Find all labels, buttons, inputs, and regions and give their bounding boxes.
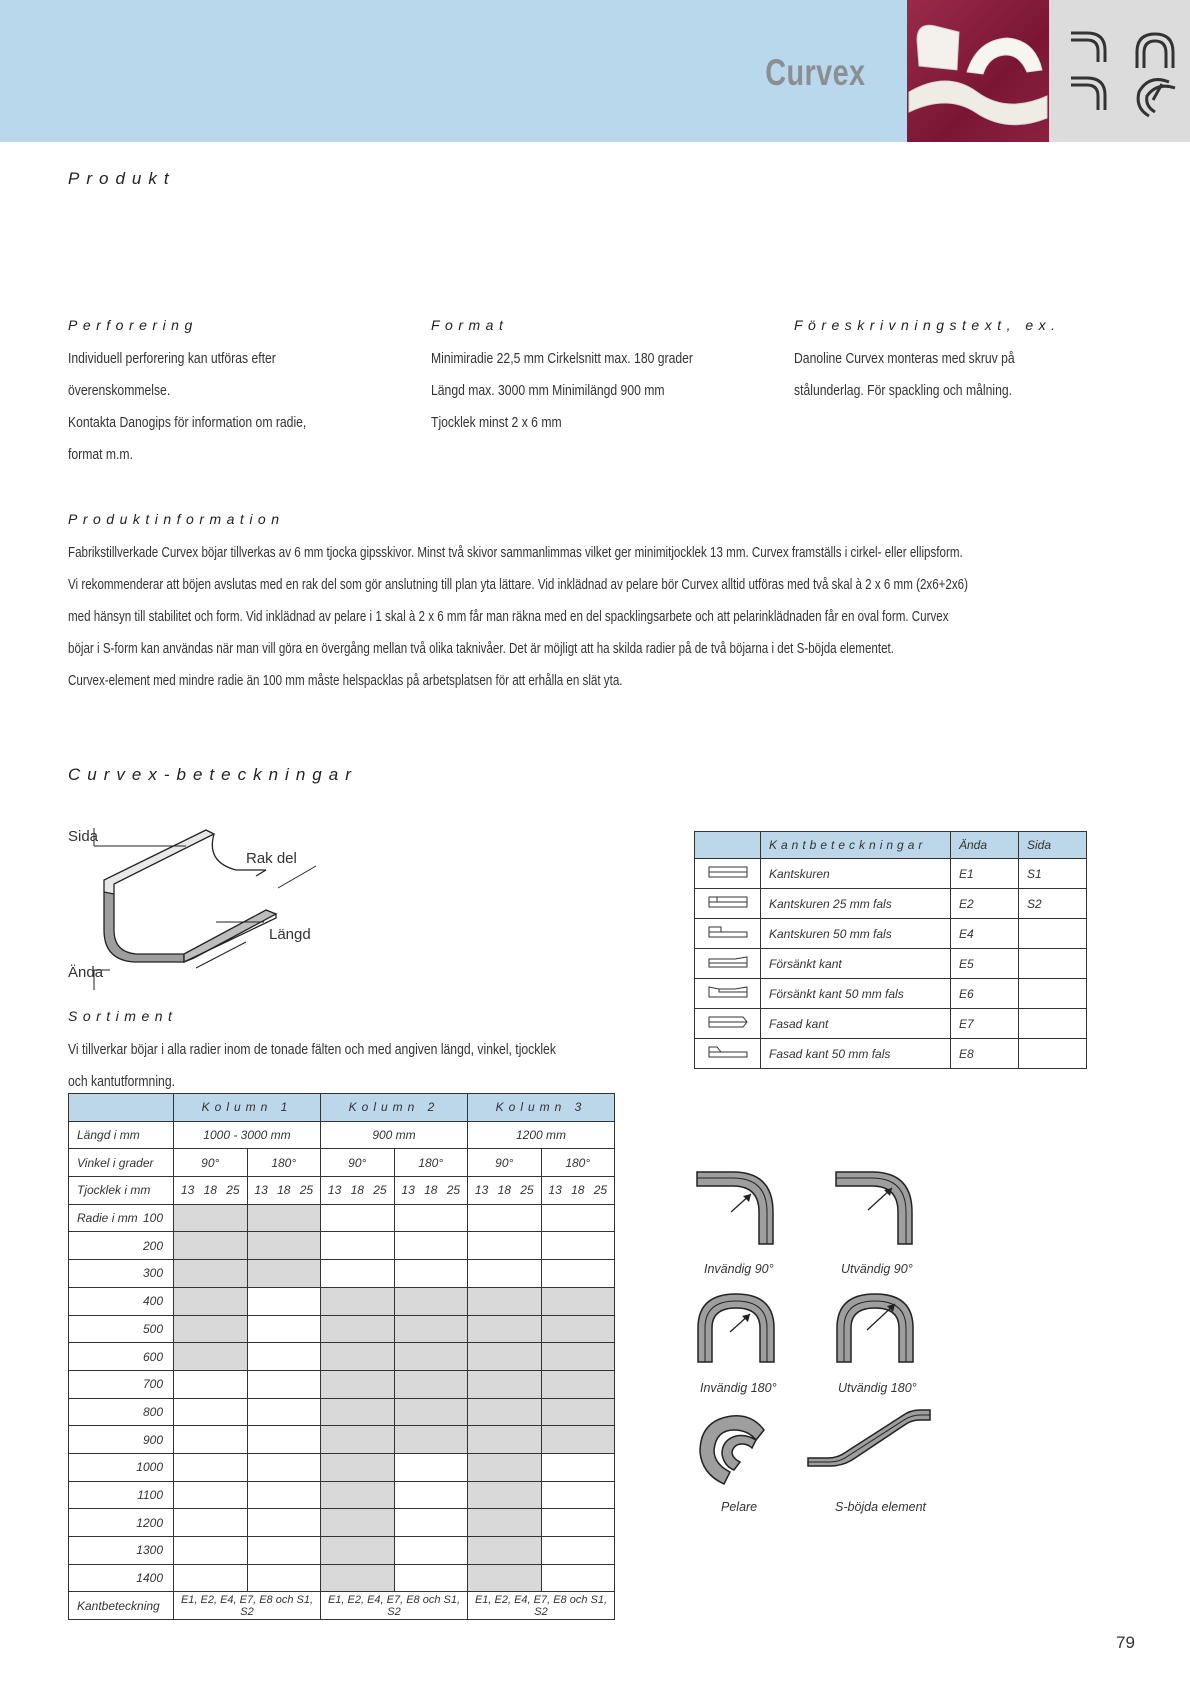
available-cell — [468, 1564, 542, 1592]
kant-anda: E8 — [951, 1039, 1019, 1069]
table-row-radie — [69, 1315, 615, 1343]
radie-label: 800 — [69, 1398, 174, 1426]
table-row — [695, 1039, 1087, 1069]
row-label: Kantbeteckning — [69, 1592, 174, 1620]
utvandig-180-label: Utvändig 180° — [838, 1381, 917, 1395]
available-cell — [174, 1260, 248, 1288]
table-row-radie — [69, 1232, 615, 1260]
perforering-line: format m.m. — [68, 447, 133, 463]
unavailable-cell — [394, 1204, 468, 1232]
unavailable-cell — [541, 1481, 615, 1509]
produktinformation-line: Curvex-element med mindre radie än 100 mm måste helspacklas på arbetsplatsen för att erhålla en slät yta. — [68, 673, 623, 689]
radie-label: 1000 — [69, 1453, 174, 1481]
unavailable-cell — [247, 1453, 321, 1481]
available-cell — [468, 1370, 542, 1398]
table-row — [695, 889, 1087, 919]
available-cell — [541, 1398, 615, 1426]
kant-anda: E4 — [951, 919, 1019, 949]
header-kolumn-2: Kolumn 2 — [321, 1094, 468, 1122]
available-cell — [174, 1287, 248, 1315]
unavailable-cell — [174, 1398, 248, 1426]
sortiment-intro-line: och kantutformning. — [68, 1074, 175, 1090]
table-row — [695, 949, 1087, 979]
produktinformation-line: Fabrikstillverkade Curvex böjar tillverkas av 6 mm tjocka gipsskivor. Minst två skivor sammanlimmas vilket ger minimitjocklek 13 mm. Curvex framställs i cirkel- eller ellipsform. — [68, 545, 963, 561]
radie-value: 100 — [142, 1211, 163, 1226]
kant-anda: E6 — [951, 979, 1019, 1009]
unavailable-cell — [541, 1453, 615, 1481]
kant-sida: S2 — [1019, 889, 1087, 919]
unavailable-cell — [247, 1564, 321, 1592]
available-cell — [468, 1343, 542, 1371]
unavailable-cell — [247, 1481, 321, 1509]
available-cell — [468, 1426, 542, 1454]
utvandig-90-icon — [832, 1168, 922, 1248]
diagram-label-anda: Ända — [68, 964, 104, 981]
kant-anda: E1 — [951, 859, 1019, 889]
table-row-radie — [69, 1398, 615, 1426]
unavailable-cell — [247, 1343, 321, 1371]
diagram-label-rak-del: Rak del — [246, 850, 297, 867]
format-line: Minimiradie 22,5 mm Cirkelsnitt max. 180 grader — [431, 351, 693, 367]
table-row-radie — [69, 1370, 615, 1398]
shape-utvandig-180 — [833, 1290, 917, 1369]
radie-label: 600 — [69, 1343, 174, 1371]
unavailable-cell — [541, 1509, 615, 1537]
unavailable-cell — [174, 1481, 248, 1509]
kantskuren-icon — [695, 859, 761, 889]
unavailable-cell — [321, 1232, 395, 1260]
available-cell — [174, 1343, 248, 1371]
unavailable-cell — [394, 1481, 468, 1509]
header-blank — [69, 1094, 174, 1122]
table-row — [695, 1009, 1087, 1039]
header-kolumn-1: Kolumn 1 — [174, 1094, 321, 1122]
kant-sida — [1019, 919, 1087, 949]
unavailable-cell — [174, 1426, 248, 1454]
radie-rows — [69, 1204, 615, 1592]
available-cell — [468, 1287, 542, 1315]
available-cell — [321, 1343, 395, 1371]
foreskrivning-line: stålunderlag. För spackling och målning. — [794, 383, 1013, 399]
vinkel-cell: 180° — [394, 1149, 468, 1177]
available-cell — [541, 1370, 615, 1398]
kant-cell: E1, E2, E4, E7, E8 och S1, S2 — [321, 1592, 468, 1620]
available-cell — [174, 1315, 248, 1343]
unavailable-cell — [468, 1260, 542, 1288]
available-cell — [321, 1398, 395, 1426]
available-cell — [541, 1287, 615, 1315]
available-cell — [541, 1426, 615, 1454]
page-number: 79 — [1116, 1633, 1135, 1652]
curved-board-photo-icon — [907, 0, 1049, 142]
utvandig-180-icon — [833, 1290, 917, 1364]
tjocklek-cell: 13 18 25 — [468, 1177, 542, 1205]
available-cell — [321, 1453, 395, 1481]
table-row-radie — [69, 1204, 615, 1232]
format-text — [431, 343, 743, 439]
vinkel-cell: 180° — [247, 1149, 321, 1177]
diagram-label-langd: Längd — [269, 926, 311, 943]
produktinformation-line: Vi rekommenderar att böjen avslutas med en rak del som gör anslutning till plan yta lättare. Vid inklädnad av pelare bör Curvex alltid utföras med två skal à 2 x 6 mm (2x6+2x6) — [68, 577, 968, 593]
unavailable-cell — [247, 1509, 321, 1537]
available-cell — [321, 1370, 395, 1398]
radie-label — [69, 1204, 174, 1232]
kant-label: Kantskuren — [761, 859, 951, 889]
table-row — [695, 919, 1087, 949]
unavailable-cell — [394, 1453, 468, 1481]
page-header — [0, 0, 1190, 142]
table-row-radie — [69, 1509, 615, 1537]
available-cell — [394, 1398, 468, 1426]
pelare-icon — [694, 1408, 774, 1488]
kantskuren-50-fals-icon — [695, 919, 761, 949]
unavailable-cell — [468, 1232, 542, 1260]
langd-cell: 1200 mm — [468, 1121, 615, 1149]
unavailable-cell — [394, 1232, 468, 1260]
available-cell — [321, 1509, 395, 1537]
unavailable-cell — [174, 1453, 248, 1481]
table-header-row — [69, 1094, 615, 1122]
perforering-heading: Perforering — [68, 317, 198, 333]
unavailable-cell — [321, 1204, 395, 1232]
tjocklek-cell: 13 18 25 — [174, 1177, 248, 1205]
table-row-radie — [69, 1453, 615, 1481]
available-cell — [468, 1315, 542, 1343]
table-row-radie — [69, 1426, 615, 1454]
curved-element-diagram-icon — [66, 822, 366, 992]
foreskrivning-text — [794, 343, 1057, 407]
kant-cell: E1, E2, E4, E7, E8 och S1, S2 — [468, 1592, 615, 1620]
shape-utvandig-90 — [832, 1168, 922, 1253]
kant-anda: E5 — [951, 949, 1019, 979]
perforering-line: Kontakta Danogips för information om radie, — [68, 415, 307, 431]
foreskrivning-heading: Föreskrivningstext, ex. — [794, 317, 1061, 333]
unavailable-cell — [247, 1426, 321, 1454]
product-photo — [907, 0, 1049, 142]
available-cell — [541, 1315, 615, 1343]
foreskrivning-line: Danoline Curvex monteras med skruv på — [794, 351, 1015, 367]
radie-label: 1100 — [69, 1481, 174, 1509]
unavailable-cell — [541, 1564, 615, 1592]
available-cell — [468, 1481, 542, 1509]
table-row-kant — [69, 1592, 615, 1620]
perforering-line: överenskommelse. — [68, 383, 171, 399]
available-cell — [321, 1481, 395, 1509]
langd-cell: 900 mm — [321, 1121, 468, 1149]
table-row-vinkel — [69, 1149, 615, 1177]
tjocklek-cell: 13 18 25 — [247, 1177, 321, 1205]
langd-cell: 1000 - 3000 mm — [174, 1121, 321, 1149]
kant-label: Kantskuren 50 mm fals — [761, 919, 951, 949]
header-icon-cell — [695, 832, 761, 859]
unavailable-cell — [174, 1509, 248, 1537]
table-row-radie — [69, 1564, 615, 1592]
kant-sida — [1019, 979, 1087, 1009]
curvex-diagram — [66, 822, 366, 992]
available-cell — [174, 1204, 248, 1232]
shape-s-bojda — [806, 1408, 932, 1483]
header-sida: Sida — [1019, 832, 1087, 859]
s-bojda-element-icon — [806, 1408, 932, 1478]
available-cell — [394, 1370, 468, 1398]
available-cell — [321, 1426, 395, 1454]
vinkel-cell: 90° — [174, 1149, 248, 1177]
unavailable-cell — [247, 1398, 321, 1426]
sortiment-intro — [68, 1034, 649, 1098]
unavailable-cell — [321, 1260, 395, 1288]
produktinformation-line: böjar i S-form kan användas när man vill göra en övergång mellan två olika taknivåer. Det är möjligt att ha skilda radier på de två böjarna i det S-böjda elementet. — [68, 641, 894, 657]
invandig-90-icon — [693, 1168, 783, 1248]
row-label: Vinkel i grader — [69, 1149, 174, 1177]
radie-label: 500 — [69, 1315, 174, 1343]
unavailable-cell — [247, 1537, 321, 1565]
table-row-radie — [69, 1343, 615, 1371]
invandig-90-label: Invändig 90° — [704, 1262, 774, 1276]
table-row-radie — [69, 1537, 615, 1565]
tjocklek-cell: 13 18 25 — [394, 1177, 468, 1205]
unavailable-cell — [247, 1315, 321, 1343]
available-cell — [321, 1564, 395, 1592]
available-cell — [394, 1343, 468, 1371]
unavailable-cell — [541, 1537, 615, 1565]
radie-label: 400 — [69, 1287, 174, 1315]
available-cell — [541, 1343, 615, 1371]
sortiment-heading: Sortiment — [68, 1008, 178, 1024]
available-cell — [247, 1260, 321, 1288]
radie-label: 300 — [69, 1260, 174, 1288]
header-anda: Ända — [951, 832, 1019, 859]
pelare-label: Pelare — [721, 1500, 758, 1514]
radie-label: 900 — [69, 1426, 174, 1454]
available-cell — [394, 1426, 468, 1454]
vinkel-cell: 180° — [541, 1149, 615, 1177]
row-label: Längd i mm — [69, 1121, 174, 1149]
header-kolumn-3: Kolumn 3 — [468, 1094, 615, 1122]
tjocklek-cell: 13 18 25 — [321, 1177, 395, 1205]
available-cell — [321, 1537, 395, 1565]
kant-label: Försänkt kant — [761, 949, 951, 979]
available-cell — [468, 1453, 542, 1481]
format-line: Tjocklek minst 2 x 6 mm — [431, 415, 562, 431]
radie-label: 1300 — [69, 1537, 174, 1565]
unavailable-cell — [174, 1564, 248, 1592]
unavailable-cell — [468, 1204, 542, 1232]
sortiment-table — [68, 1093, 615, 1620]
forsankt-kant-icon — [695, 949, 761, 979]
kant-label: Fasad kant — [761, 1009, 951, 1039]
kant-anda: E2 — [951, 889, 1019, 919]
available-cell — [247, 1232, 321, 1260]
radie-heading: Radie i mm — [77, 1211, 138, 1226]
available-cell — [394, 1287, 468, 1315]
available-cell — [468, 1398, 542, 1426]
produkt-heading: Produkt — [68, 169, 176, 188]
kant-cell: E1, E2, E4, E7, E8 och S1, S2 — [174, 1592, 321, 1620]
vinkel-cell: 90° — [321, 1149, 395, 1177]
table-row — [695, 859, 1087, 889]
unavailable-cell — [541, 1232, 615, 1260]
sortiment-intro-line: Vi tillverkar böjar i alla radier inom de tonade fälten och med angiven längd, vinkel, tjocklek — [68, 1042, 556, 1058]
kant-sida — [1019, 1009, 1087, 1039]
unavailable-cell — [247, 1370, 321, 1398]
perforering-line: Individuell perforering kan utföras efter — [68, 351, 276, 367]
unavailable-cell — [394, 1260, 468, 1288]
kant-sida: S1 — [1019, 859, 1087, 889]
kant-sida — [1019, 1039, 1087, 1069]
perforering-text — [68, 343, 352, 471]
table-row-radie — [69, 1287, 615, 1315]
unavailable-cell — [174, 1537, 248, 1565]
format-heading: Format — [431, 317, 509, 333]
shape-invandig-90 — [693, 1168, 783, 1253]
produktinformation-text — [68, 537, 1128, 697]
table-row-tjocklek — [69, 1177, 615, 1205]
tjocklek-cell: 13 18 25 — [541, 1177, 615, 1205]
fasad-kant-icon — [695, 1009, 761, 1039]
radie-label: 200 — [69, 1232, 174, 1260]
s-bojda-label: S-böjda element — [835, 1500, 927, 1514]
available-cell — [174, 1232, 248, 1260]
unavailable-cell — [541, 1204, 615, 1232]
available-cell — [394, 1315, 468, 1343]
diagram-label-sida: Sida — [68, 828, 99, 845]
radie-label: 1200 — [69, 1509, 174, 1537]
available-cell — [321, 1315, 395, 1343]
forsankt-kant-50-fals-icon — [695, 979, 761, 1009]
radie-label: 700 — [69, 1370, 174, 1398]
utvandig-90-label: Utvändig 90° — [841, 1262, 913, 1276]
table-row-radie — [69, 1481, 615, 1509]
vinkel-cell: 90° — [468, 1149, 542, 1177]
kant-label: Fasad kant 50 mm fals — [761, 1039, 951, 1069]
curve-types-icon — [1049, 0, 1190, 142]
header-kantbeteckningar: Kantbeteckningar — [761, 832, 951, 859]
unavailable-cell — [247, 1287, 321, 1315]
table-header-row — [695, 832, 1087, 859]
available-cell — [468, 1537, 542, 1565]
available-cell — [468, 1509, 542, 1537]
table-row — [695, 979, 1087, 1009]
row-label: Tjocklek i mm — [69, 1177, 174, 1205]
table-row-langd — [69, 1121, 615, 1149]
unavailable-cell — [394, 1537, 468, 1565]
invandig-180-label: Invändig 180° — [700, 1381, 777, 1395]
curve-types-panel — [1049, 0, 1190, 142]
kant-label: Försänkt kant 50 mm fals — [761, 979, 951, 1009]
unavailable-cell — [174, 1370, 248, 1398]
radie-label: 1400 — [69, 1564, 174, 1592]
beteckningar-heading: Curvex-beteckningar — [68, 765, 358, 784]
kant-anda: E7 — [951, 1009, 1019, 1039]
available-cell — [321, 1287, 395, 1315]
shape-invandig-180 — [694, 1290, 778, 1369]
kant-label: Kantskuren 25 mm fals — [761, 889, 951, 919]
kant-sida — [1019, 949, 1087, 979]
fasad-kant-50-fals-icon — [695, 1039, 761, 1069]
header-title: Curvex — [764, 52, 865, 93]
shape-pelare — [694, 1408, 774, 1493]
unavailable-cell — [394, 1564, 468, 1592]
format-line: Längd max. 3000 mm Minimilängd 900 mm — [431, 383, 665, 399]
invandig-180-icon — [694, 1290, 778, 1364]
produktinformation-heading: Produktinformation — [68, 511, 285, 527]
unavailable-cell — [541, 1260, 615, 1288]
kantskuren-25-fals-icon — [695, 889, 761, 919]
unavailable-cell — [394, 1509, 468, 1537]
kantbeteckningar-table — [694, 831, 1087, 1069]
available-cell — [247, 1204, 321, 1232]
produktinformation-line: med hänsyn till stabilitet och form. Vid inklädnad av pelare i 1 skal à 2 x 6 mm får man räkna med en del spacklingsarbete och att pelarinklädnaden får en oval form. Curvex — [68, 609, 949, 625]
table-row-radie — [69, 1260, 615, 1288]
